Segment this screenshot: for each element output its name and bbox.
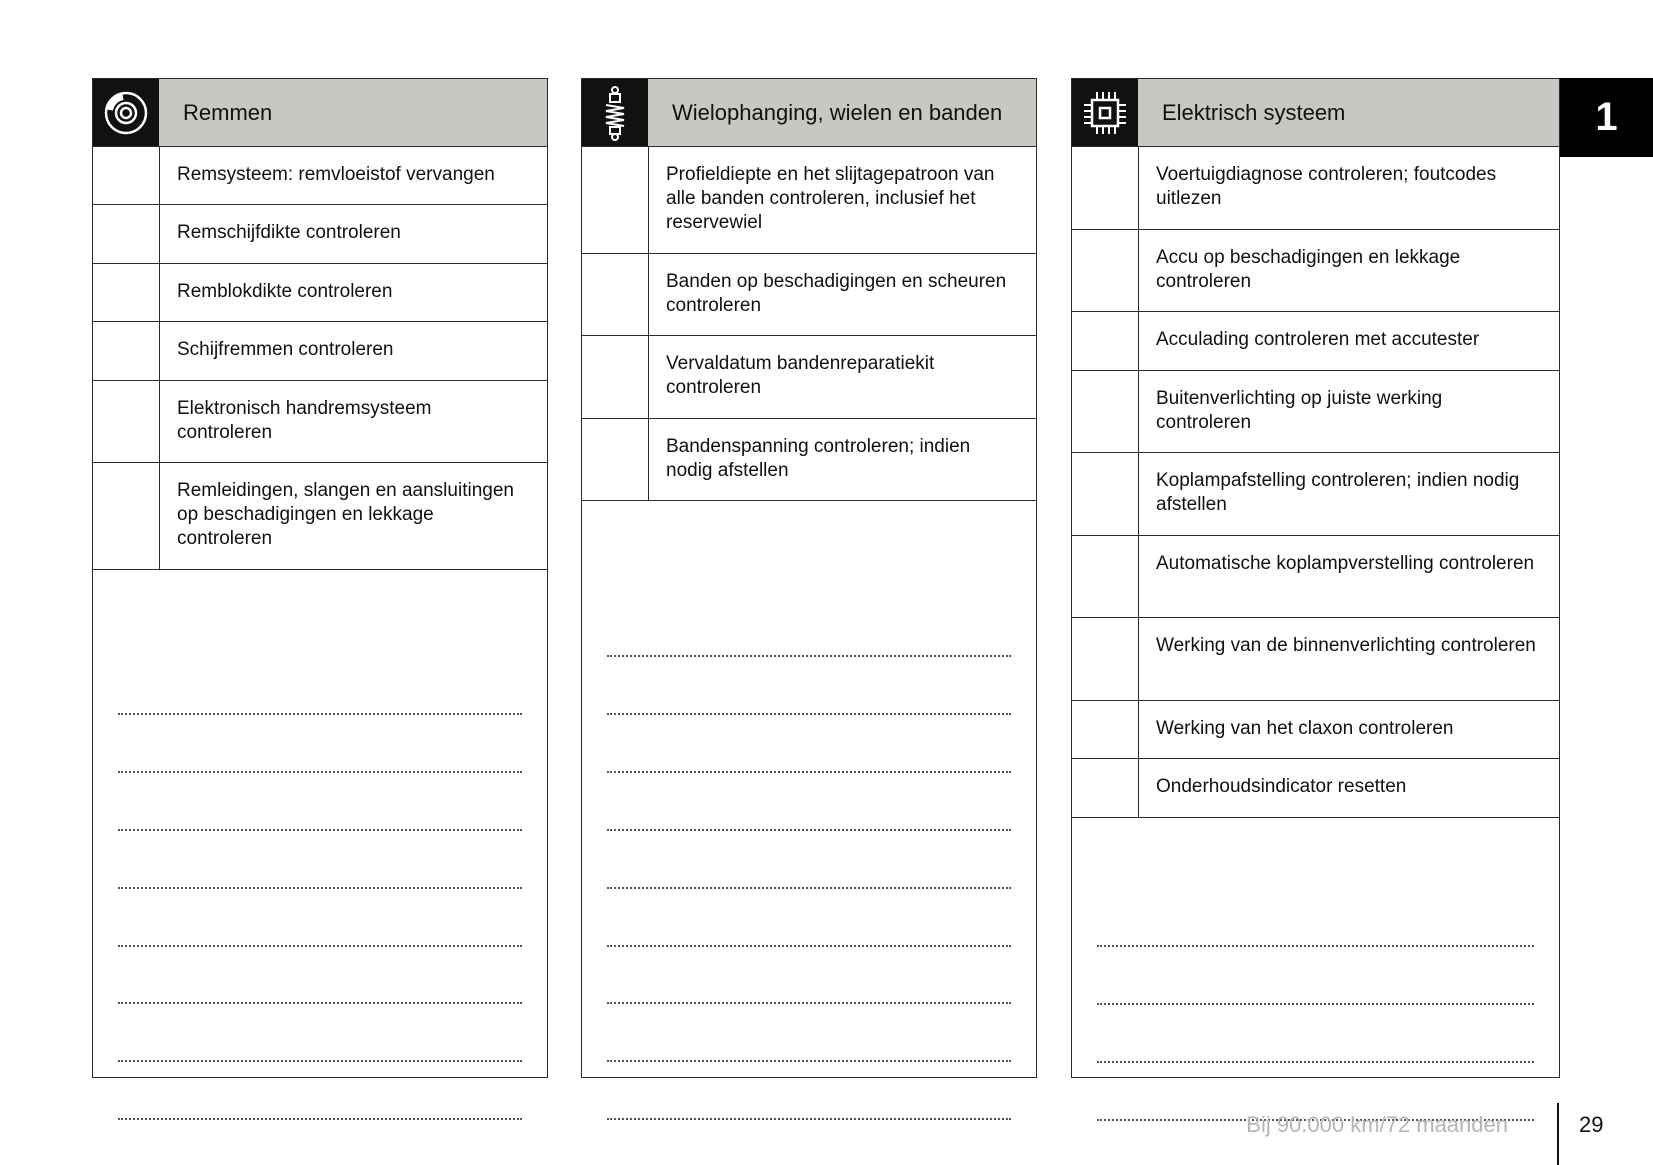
task-row [1072,147,1559,230]
note-line [607,829,1011,831]
task-label: Schijfremmen controleren [177,339,394,360]
note-line [607,1118,1011,1120]
task-row [93,264,547,322]
checkbox-cell[interactable] [1072,453,1139,535]
section-wielophanging [581,78,1037,1078]
chip-icon [1072,79,1138,146]
note-line [1097,945,1534,947]
note-line [607,655,1011,657]
checkbox-cell[interactable] [93,147,160,204]
task-label: Elektronisch handremsysteem controleren [177,398,432,443]
task-row [1072,230,1559,312]
checkbox-cell[interactable] [582,336,649,418]
checkbox-cell[interactable] [1072,701,1139,758]
section-title: Wielophanging, wielen en banden [648,79,1036,146]
note-line [607,1002,1011,1004]
task-label: Remsysteem: remvloeistof vervangen [177,164,495,185]
task-row [1072,453,1559,536]
note-line [607,1060,1011,1062]
checkbox-cell[interactable] [582,419,649,500]
task-row [582,147,1036,254]
task-row [93,322,547,381]
note-line [118,887,522,889]
task-label: Acculading controleren met accutester [1156,329,1480,350]
task-label: Koplampafstelling controleren; indien nodig afstellen [1156,470,1520,515]
checkbox-cell[interactable] [1072,759,1139,817]
footer-interval: Bij 90.000 km/72 maanden [1246,1112,1508,1137]
note-line [1097,1061,1534,1063]
task-row [582,336,1036,419]
task-label: Onderhoudsindicator resetten [1156,776,1407,797]
task-label: Remschijfdikte controleren [177,222,401,243]
task-label: Vervaldatum bandenreparatiekit controleren [666,353,935,398]
note-line [118,945,522,947]
section-elektrisch-systeem [1071,78,1560,1078]
chapter-tab: 1 [1560,78,1653,157]
note-line [118,1002,522,1004]
note-line [607,945,1011,947]
task-row [1072,701,1559,759]
checkbox-cell[interactable] [1072,312,1139,370]
note-line [118,713,522,715]
task-row [93,205,547,264]
checkbox-cell[interactable] [93,381,160,462]
note-line [607,771,1011,773]
checkbox-cell[interactable] [1072,230,1139,311]
section-header [93,79,547,147]
task-row [93,147,547,205]
note-line [118,1060,522,1062]
task-row [582,254,1036,336]
task-row [1072,536,1559,618]
task-label: Banden op beschadigingen en scheuren controleren [666,271,1007,316]
task-label: Bandenspanning controleren; indien nodig afstellen [666,436,971,481]
task-label: Remleidingen, slangen en aansluitingen op beschadigingen en lekkage controleren [177,480,514,549]
checkbox-cell[interactable] [93,322,160,380]
task-label: Voertuigdiagnose controleren; foutcodes uitlezen [1156,164,1497,209]
task-label: Werking van het claxon controleren [1156,718,1454,739]
footer-divider [1557,1103,1559,1165]
note-line [1097,1003,1534,1005]
note-line [118,771,522,773]
task-label: Buitenverlichting op juiste werking controleren [1156,388,1443,433]
section-title: Remmen [159,79,547,146]
shock-absorber-icon [582,79,648,146]
checkbox-cell[interactable] [582,147,649,253]
section-header [1072,79,1559,147]
checkbox-cell[interactable] [582,254,649,335]
task-row [1072,618,1559,701]
checkbox-cell[interactable] [1072,618,1139,700]
section-header [582,79,1036,147]
task-row [93,463,547,570]
note-line [607,887,1011,889]
section-title: Elektrisch systeem [1138,79,1559,146]
note-line [118,1118,522,1120]
checkbox-cell[interactable] [93,463,160,569]
checkbox-cell[interactable] [1072,147,1139,229]
task-row [93,381,547,463]
task-label: Remblokdikte controleren [177,281,393,302]
task-row [1072,371,1559,453]
checkbox-cell[interactable] [1072,536,1139,617]
checkbox-cell[interactable] [93,264,160,321]
brake-disc-icon [93,79,159,146]
task-label: Automatische koplampverstelling controleren [1156,553,1535,574]
checkbox-cell[interactable] [93,205,160,263]
task-label: Werking van de binnenverlichting controleren [1156,635,1536,656]
task-label: Profieldiepte en het slijtagepatroon van alle banden controleren, inclusief het reservewiel [666,164,995,233]
page-number: 29 [1579,1112,1604,1137]
task-row [582,419,1036,501]
note-line [607,713,1011,715]
note-line [118,829,522,831]
task-label: Accu op beschadigingen en lekkage controleren [1156,247,1461,292]
task-row [1072,312,1559,371]
task-row [1072,759,1559,818]
checkbox-cell[interactable] [1072,371,1139,452]
section-remmen [92,78,548,1078]
